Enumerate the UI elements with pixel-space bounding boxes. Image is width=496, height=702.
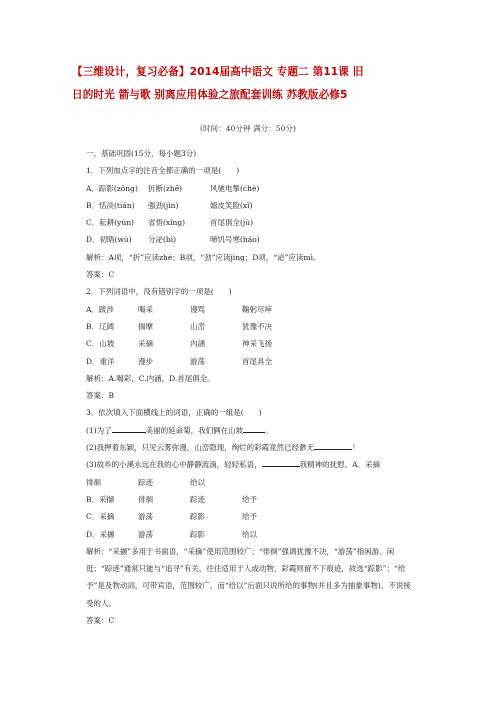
fill-blank bbox=[243, 423, 265, 433]
option-cell: 漫步 bbox=[138, 356, 153, 366]
option-cell: 首尾俱全(jù) bbox=[210, 218, 254, 228]
option-cell: D．初晤(wù) bbox=[86, 235, 132, 245]
question-1-option-d bbox=[86, 231, 416, 248]
title-line-2: 日的时光 箭与歌 别离应用体验之旅配套训练 苏教版必修5 bbox=[72, 89, 348, 101]
option-cell: 游荡 bbox=[138, 529, 153, 539]
question-2-option-c bbox=[86, 335, 416, 352]
question-2-answer: 答案：B bbox=[86, 391, 115, 401]
option-cell: 踪影 bbox=[190, 512, 205, 522]
option-cell: 游荡 bbox=[138, 512, 153, 522]
option-cell: 啼饥号寒(háo) bbox=[210, 235, 260, 245]
option-cell: 给予 bbox=[242, 494, 257, 504]
question-2-stem: 2．下列词语中，没有错别字的一项是( ) bbox=[86, 287, 232, 297]
question-3-sentence-3 bbox=[86, 456, 416, 473]
option-cell: 谩骂 bbox=[190, 304, 205, 314]
question-2-explanation: 解析：A.喝彩，C.内涵，D.首尾俱全。 bbox=[86, 373, 215, 383]
question-3-option-d bbox=[86, 526, 416, 543]
sentence-text: (3)故乡的小溪永远在我的心中静静流淌，轻轻私语， bbox=[86, 460, 262, 470]
document-body bbox=[86, 145, 416, 629]
option-cell: 嬉皮笑脸(xī) bbox=[210, 200, 253, 210]
option-cell: 风驰电掣(chè) bbox=[210, 183, 260, 193]
option-cell: A．踪影(zōng) bbox=[86, 183, 138, 193]
question-3-answer: 答案：C bbox=[86, 616, 115, 626]
option-cell: 内涵 bbox=[190, 339, 205, 349]
option-cell: 折断(zhē) bbox=[148, 183, 183, 193]
option-cell: 徘徊 bbox=[138, 494, 153, 504]
question-3-option-c bbox=[86, 508, 416, 525]
option-cell: B．恬淡(tián) bbox=[86, 200, 135, 210]
sentence-text: ！ bbox=[352, 443, 360, 453]
option-cell: 踪迹 bbox=[190, 494, 205, 504]
option-cell: 犹豫不决 bbox=[242, 321, 272, 331]
option-cell: B．采撷 bbox=[86, 494, 115, 504]
option-cell: 喝采 bbox=[138, 304, 153, 314]
question-1-option-c bbox=[86, 214, 416, 231]
question-2-option-a bbox=[86, 301, 416, 318]
option-cell: 分泌(bì) bbox=[148, 235, 177, 245]
option-cell: 给以 bbox=[190, 477, 205, 487]
option-cell: 踪迹 bbox=[138, 477, 153, 487]
option-cell: 首尾具全 bbox=[242, 356, 272, 366]
question-2-option-d bbox=[86, 353, 416, 370]
question-1-explanation: 解析：A项，“折”应读zhé；B项，“劲”应读jìng；D项，“泌”应读mì。 bbox=[86, 252, 321, 262]
sentence-text: (1)为了 bbox=[86, 425, 112, 435]
option-cell: D．采撷 bbox=[86, 529, 115, 539]
section-heading: 一、基础巩固(15分，每小题3分) bbox=[86, 149, 197, 158]
fill-blank bbox=[262, 457, 300, 467]
sentence-text: (2)我押着东颖，只见云雾弥漫，山峦隐现，绚烂的彩霞竟然已经渺无 bbox=[86, 443, 315, 453]
option-cell: 揣摩 bbox=[138, 321, 153, 331]
question-1-stem: 1．下列加点字的注音全都正确的一项是( ) bbox=[86, 166, 240, 176]
option-cell: 鞠躬尽瘁 bbox=[242, 304, 272, 314]
fill-blank bbox=[112, 423, 146, 433]
question-3-option-b bbox=[86, 491, 416, 508]
title-line-1: 【三维设计，复习必备】2014届高中语文 专题二 第11课 旧 bbox=[72, 66, 364, 78]
option-cell: 神采飞扬 bbox=[242, 339, 272, 349]
question-2-option-b bbox=[86, 318, 416, 335]
sentence-text: 美丽的延命菊，我们俩在山坡 bbox=[145, 425, 244, 435]
question-3-sentence-2 bbox=[86, 439, 416, 456]
option-cell: 采摘 bbox=[138, 339, 153, 349]
option-cell: 省悟(xǐng) bbox=[148, 218, 186, 228]
document-title bbox=[72, 61, 432, 107]
option-cell: C．采摘 bbox=[86, 512, 115, 522]
option-cell: 给以 bbox=[242, 529, 257, 539]
option-cell: 徘徊 bbox=[86, 477, 101, 487]
option-cell: A．跋涉 bbox=[86, 304, 114, 314]
option-cell: C．耘耕(yún) bbox=[86, 218, 134, 228]
sentence-text: 。 bbox=[265, 425, 273, 435]
option-cell: C．山坡 bbox=[86, 339, 115, 349]
sentence-text: 我精神的抚慰。A．采摘 bbox=[299, 460, 381, 470]
question-3-sentence-1 bbox=[86, 422, 416, 439]
option-cell: 给予 bbox=[242, 512, 257, 522]
option-cell: D．重洋 bbox=[86, 356, 115, 366]
question-1-answer: 答案：C bbox=[86, 270, 115, 280]
question-3-stem: 3．依次填入下面横线上的词语，正确的一组是( ) bbox=[86, 408, 262, 418]
option-cell: 强劲(jìn) bbox=[148, 200, 179, 210]
time-score-info: (时间：40分钟 满分：50分) bbox=[199, 124, 296, 133]
fill-blank bbox=[314, 440, 352, 450]
question-1-option-a bbox=[86, 180, 416, 197]
option-cell: 踪影 bbox=[190, 529, 205, 539]
option-cell: 游荡 bbox=[190, 356, 205, 366]
question-3-explanation: 解析：“采撷”多用于书面语，“采摘”使用范围较广；“徘徊”强调犹豫不决，“游荡”指闲游、闲逛；“踪迹”通常只能与“追寻”有关，往往适用于人或动物，彩霞则留不下痕迹，故选“踪影”；“给予”是及物动词，可带宾语，范围较广，而“给以”后面只说所给的事物(并且多为抽象事物)，不说接受的人。 bbox=[86, 546, 411, 608]
question-3-option-a-cont bbox=[86, 474, 416, 491]
question-1-option-b bbox=[86, 197, 416, 214]
option-cell: 山峦 bbox=[190, 321, 205, 331]
option-cell: B．辽阔 bbox=[86, 321, 115, 331]
